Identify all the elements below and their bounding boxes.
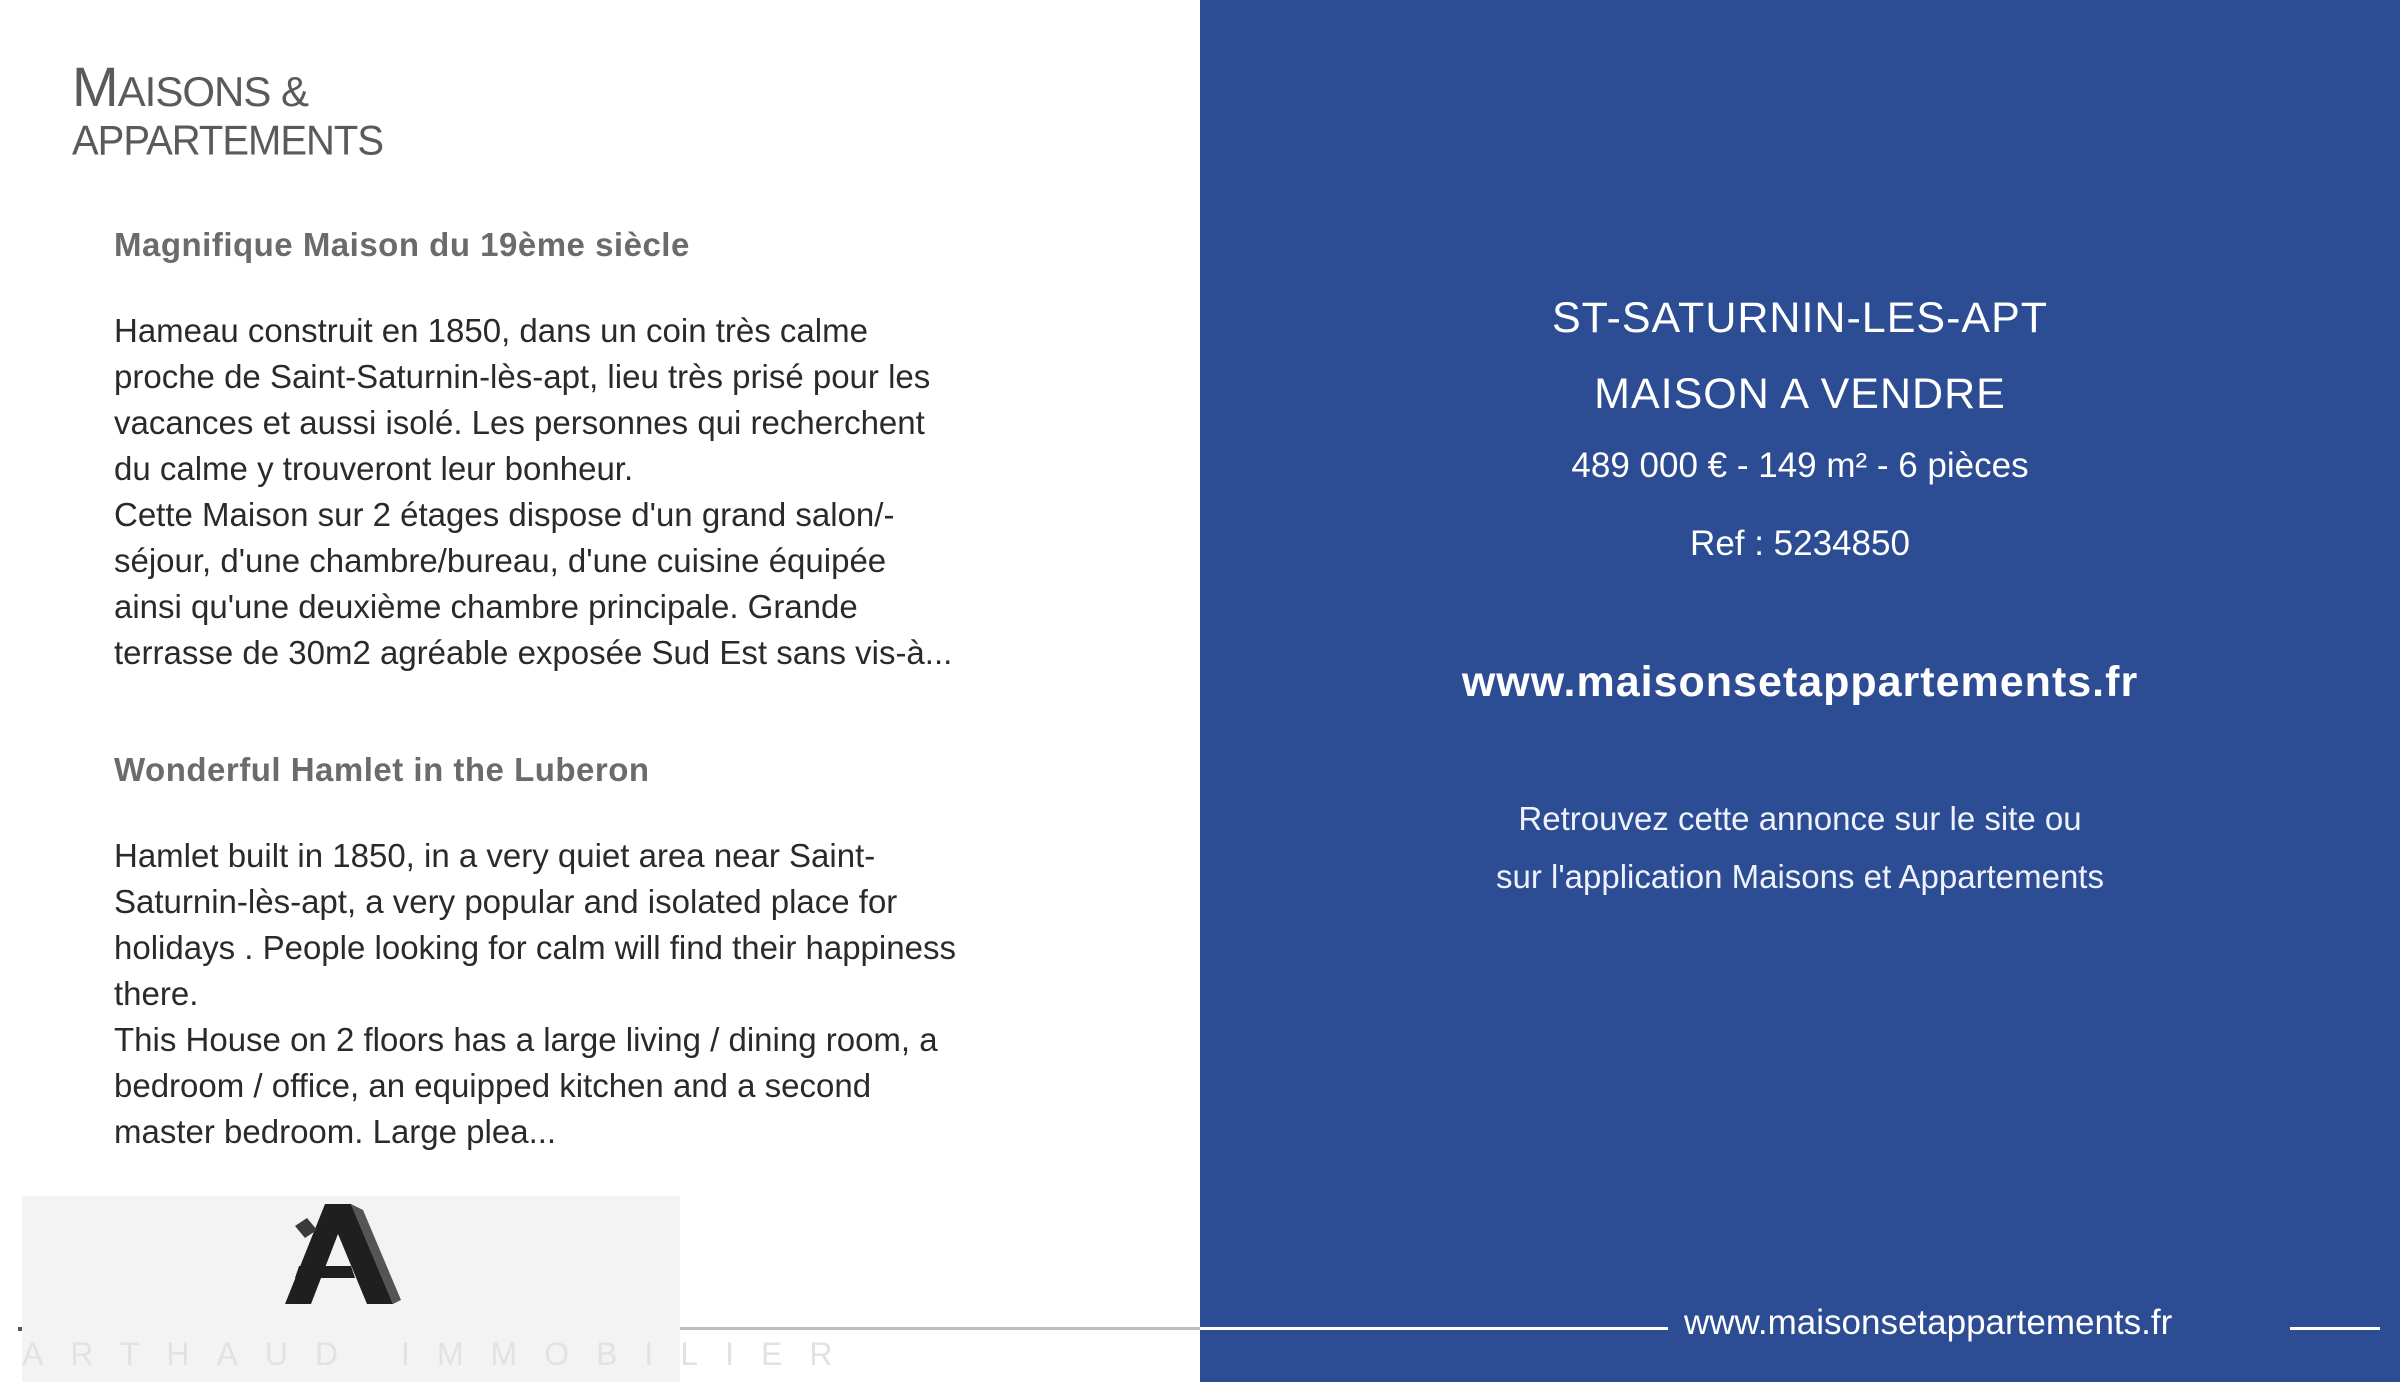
logo-line-1 bbox=[72, 55, 309, 118]
listing-price-area-rooms: 489 000 € - 149 m² - 6 pièces bbox=[1571, 446, 2029, 485]
listing-note-line-2: sur l'application Maisons et Appartements bbox=[1496, 858, 2104, 895]
listing-type: MAISON A VENDRE bbox=[1594, 370, 2006, 418]
logo-ampersand: & bbox=[270, 68, 309, 115]
agency-name: ARTHAUD IMMOBILIER bbox=[22, 1336, 860, 1372]
footer-divider-right bbox=[2290, 1327, 2380, 1330]
footer-divider bbox=[1200, 1327, 1668, 1330]
footer-divider-left bbox=[680, 1327, 1200, 1330]
listing-note-line-1: Retrouvez cette annonce sur le site ou bbox=[1518, 800, 2082, 837]
website-link[interactable]: www.maisonsetappartements.fr bbox=[1461, 658, 2139, 706]
english-title: Wonderful Hamlet in the Luberon bbox=[114, 751, 650, 788]
agency-a-logo-icon bbox=[255, 1196, 415, 1316]
english-description: Hamlet built in 1850, in a very quiet area near Saint- Saturnin-lès-apt, a very popular and isolated place for holidays . People looking for calm will find their happiness there. This House on 2 floors has a large living / dining room, a bedroom / office, an equipped kitchen and a second master bedroom. Large plea... bbox=[114, 837, 956, 1150]
footer-dot bbox=[18, 1327, 22, 1331]
french-description: Hameau construit en 1850, dans un coin très calme proche de Saint-Saturnin-lès-apt, lieu très prisé pour les vacances et aussi isolé. Les personnes qui recherchent du calme y trouveront leur bonheur. Cette Maison sur 2 étages dispose d'un grand salon/- séjour, d'une chambre/bureau, d'une cuisine équipée ainsi qu'une deuxième chambre principale. Grande terrasse de 30m2 agréable exposée Sud Est sans vis-à... bbox=[114, 312, 953, 671]
listing-reference: Ref : 5234850 bbox=[1690, 524, 1910, 563]
listing-summary-panel bbox=[1200, 0, 2400, 1382]
logo-word-maisons: AISONS bbox=[117, 68, 271, 115]
logo-cap-letter: M bbox=[72, 55, 118, 118]
maisons-appartements-logo bbox=[68, 55, 384, 185]
listing-city: ST-SATURNIN-LES-APT bbox=[1551, 294, 2049, 342]
french-title: Magnifique Maison du 19ème siècle bbox=[114, 226, 690, 263]
footer-website-link[interactable]: www.maisonsetappartements.fr bbox=[1684, 1303, 2173, 1342]
logo-line-2: APPARTEMENTS bbox=[72, 117, 384, 165]
